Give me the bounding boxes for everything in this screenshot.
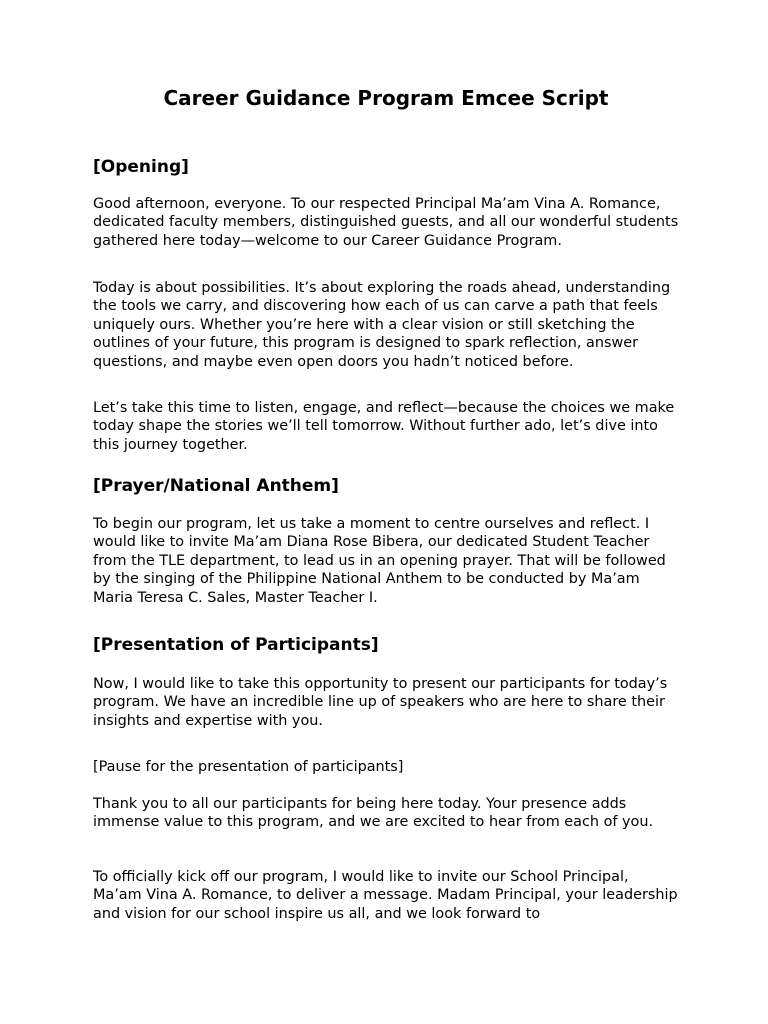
opening-paragraph-3: Let’s take this time to listen, engage, and reflect—because the choices we make today shape the stories we’ll tell tomorrow. Without further ado, let’s dive into this journey together. (93, 400, 675, 453)
participants-paragraph-2: [Pause for the presentation of participants] (93, 759, 404, 775)
section-heading-participants: [Presentation of Participants] (93, 635, 379, 655)
participants-paragraph-3: Thank you to all our participants for being here today. Your presence adds immense value to this program, and we are excited to hear from each of you. (93, 796, 654, 831)
prayer-paragraph-1: To begin our program, let us take a moment to centre ourselves and reflect. I would like to invite Ma’am Diana Rose Bibera, our dedicated Student Teacher from the TLE department, to lead us in an opening prayer. That will be followed by the singing of the Philippine National Anthem to be conducted by Ma’am Maria Teresa C. Sales, Master Teacher I. (93, 516, 666, 606)
opening-paragraph-2: Today is about possibilities. It’s about exploring the roads ahead, understanding the tools we carry, and discovering how each of us can carve a path that feels uniquely ours. Whether you’re here with a clear vision or still sketching the outlines of your future, this program is designed to spark reflection, answer questions, and maybe even open doors you hadn’t noticed before. (93, 280, 671, 370)
participants-paragraph-1: Now, I would like to take this opportunity to present our participants for today’s program. We have an incredible line up of speakers who are here to share their insights and expertise with you. (93, 676, 668, 729)
participants-paragraph-4: To officially kick off our program, I would like to invite our School Principal, Ma’am Vina A. Romance, to deliver a message. Madam Principal, your leadership and vision for our school inspire us all, and we look forward to (93, 869, 678, 922)
document-title: Career Guidance Program Emcee Script (163, 86, 609, 110)
section-heading-prayer: [Prayer/National Anthem] (93, 476, 339, 496)
opening-paragraph-1: Good afternoon, everyone. To our respected Principal Ma’am Vina A. Romance, dedicated faculty members, distinguished guests, and all our wonderful students gathered here today—welcome to our Career Guidance Program. (93, 196, 679, 249)
section-heading-opening: [Opening] (93, 157, 189, 177)
